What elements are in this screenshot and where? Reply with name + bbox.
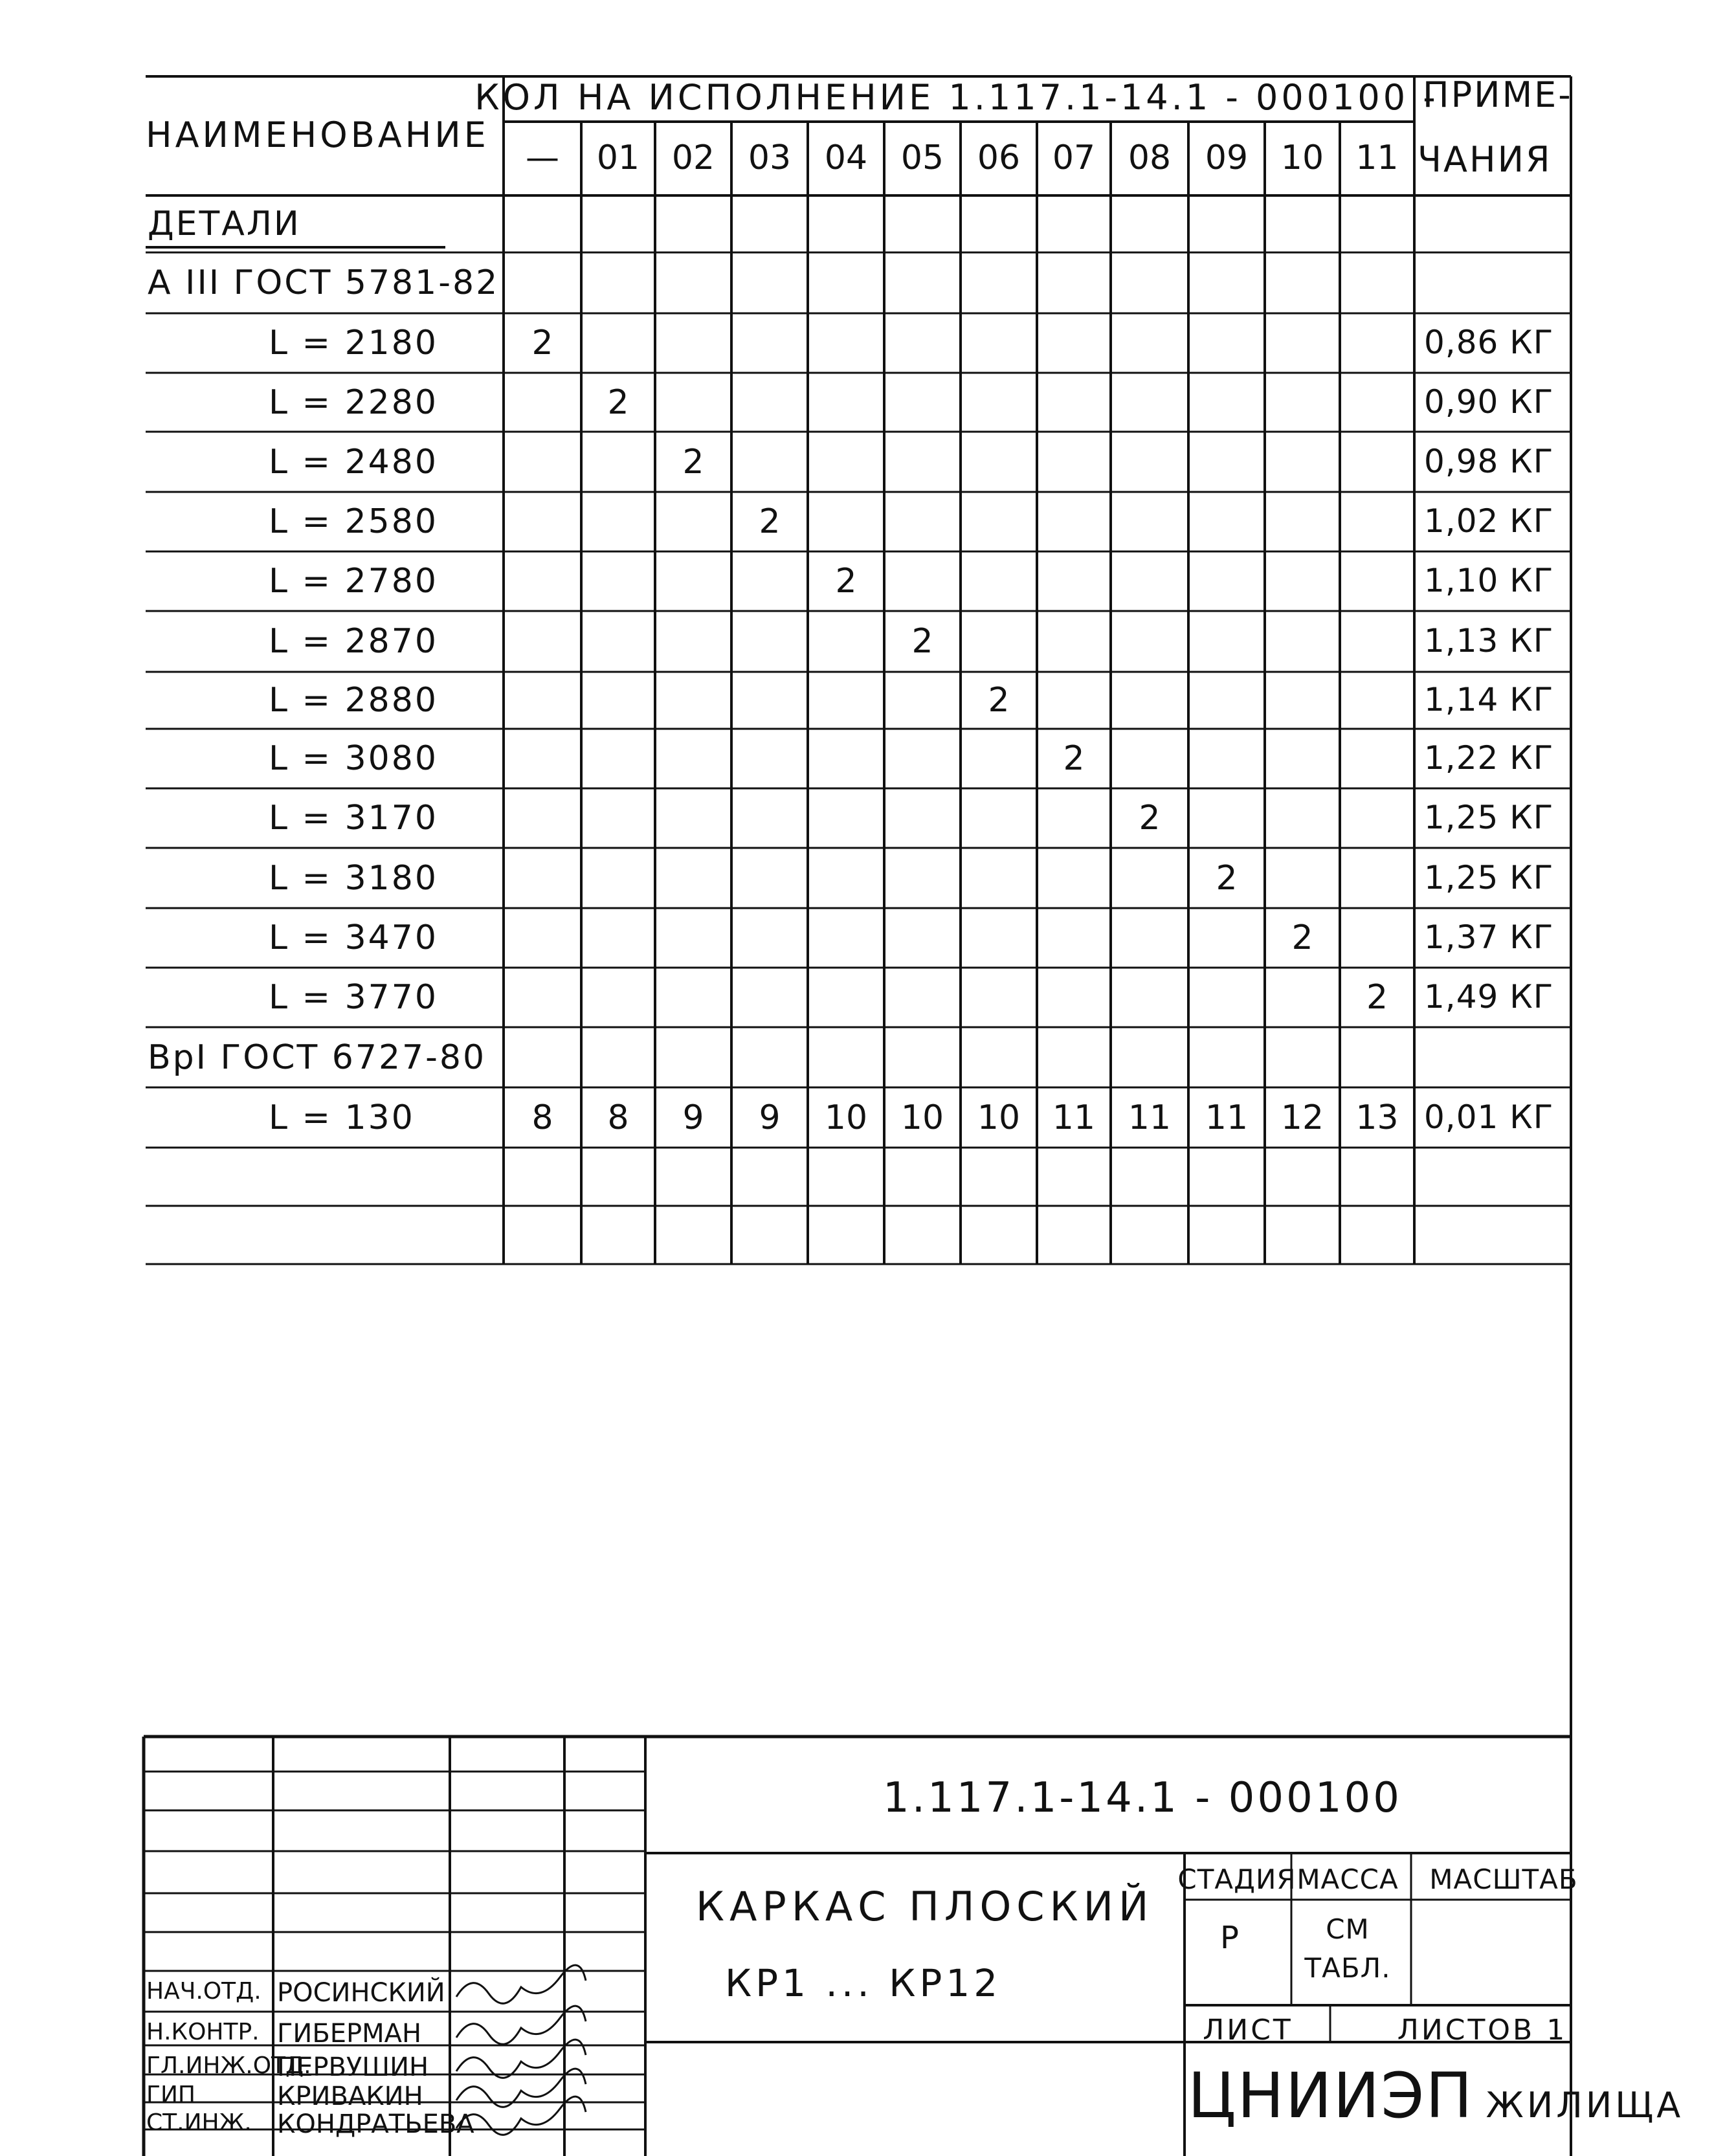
row-name: L = 3080 bbox=[269, 739, 438, 778]
column-header-11: 10 bbox=[1280, 139, 1324, 177]
quantity-cell: 2 bbox=[759, 502, 781, 541]
quantity-cell: 9 bbox=[682, 1098, 704, 1137]
quantity-cell: 2 bbox=[1139, 799, 1161, 838]
column-header-4: 03 bbox=[748, 139, 792, 177]
row-name: L = 2880 bbox=[269, 681, 438, 720]
quantity-cell: 2 bbox=[1366, 978, 1388, 1017]
row-note: 1,25 КГ bbox=[1424, 858, 1554, 896]
quantity-cell: 2 bbox=[988, 681, 1010, 720]
notes-header-line2: ЧАНИЯ bbox=[1418, 139, 1552, 180]
quantity-cell: 13 bbox=[1355, 1098, 1399, 1137]
quantity-cell: 11 bbox=[1052, 1098, 1096, 1137]
signatory-role: НАЧ.ОТД. bbox=[146, 1978, 262, 2005]
row-name: L = 2780 bbox=[269, 562, 438, 601]
column-header-3: 02 bbox=[671, 139, 715, 177]
signatory-role: Н.КОНТР. bbox=[146, 2019, 260, 2045]
column-header-5: 04 bbox=[824, 139, 868, 177]
row-note: 1,37 КГ bbox=[1424, 918, 1554, 956]
quantity-cell: 11 bbox=[1205, 1098, 1249, 1137]
quantity-cell: 2 bbox=[531, 324, 553, 362]
organization-sub: ЖИЛИЩА bbox=[1486, 2085, 1684, 2126]
stage-value: Р bbox=[1220, 1920, 1240, 1956]
row-note: 0,01 КГ bbox=[1424, 1098, 1554, 1136]
signatory-name: КРИВАКИН bbox=[277, 2082, 423, 2111]
row-note: 1,10 КГ bbox=[1424, 562, 1554, 599]
row-note: 0,86 КГ bbox=[1424, 324, 1554, 361]
quantity-cell: 11 bbox=[1128, 1098, 1172, 1137]
row-name: ДЕТАЛИ bbox=[148, 205, 301, 243]
row-name: L = 3770 bbox=[269, 978, 438, 1017]
sheets-count-label: ЛИСТОВ 1 bbox=[1397, 2014, 1568, 2047]
row-note: 1,02 КГ bbox=[1424, 502, 1554, 540]
quantity-cell: 10 bbox=[824, 1098, 868, 1137]
quantity-cell: 10 bbox=[977, 1098, 1021, 1137]
quantity-cell: 10 bbox=[900, 1098, 944, 1137]
quantity-cell: 2 bbox=[835, 562, 857, 601]
quantity-cell: 2 bbox=[1216, 858, 1238, 898]
column-header-10: 09 bbox=[1205, 139, 1249, 177]
quantity-cell: 8 bbox=[531, 1098, 553, 1137]
row-name: L = 2480 bbox=[269, 442, 438, 482]
row-name: L = 3470 bbox=[269, 918, 438, 957]
row-note: 1,49 КГ bbox=[1424, 978, 1554, 1016]
signatory-name: КОНДРАТЬЕВА bbox=[277, 2109, 474, 2139]
quantity-cell: 9 bbox=[759, 1098, 781, 1137]
row-name: L = 130 bbox=[269, 1098, 415, 1137]
drawing-subtitle: КР1 ... КР12 bbox=[725, 1961, 1002, 2005]
document-code: 1.117.1-14.1 - 000100 bbox=[883, 1774, 1402, 1822]
signatory-name: РОСИНСКИЙ bbox=[277, 1978, 445, 2008]
signatory-role: СТ.ИНЖ. bbox=[146, 2109, 252, 2136]
column-header-9: 08 bbox=[1128, 139, 1172, 177]
quantity-group-header: КОЛ НА ИСПОЛНЕНИЕ 1.117.1-14.1 - 000100 - bbox=[474, 77, 1439, 118]
mass-value-line2: ТАБЛ. bbox=[1304, 1952, 1391, 1984]
quantity-cell: 2 bbox=[1063, 739, 1085, 778]
quantity-cell: 8 bbox=[607, 1098, 629, 1137]
sheet-label: ЛИСТ bbox=[1203, 2014, 1293, 2047]
row-name: L = 2280 bbox=[269, 383, 438, 422]
row-note: 0,98 КГ bbox=[1424, 442, 1554, 480]
column-header-1: — bbox=[526, 139, 559, 177]
organization-name bbox=[1188, 2060, 1684, 2132]
row-note: 1,25 КГ bbox=[1424, 799, 1554, 836]
row-note: 1,13 КГ bbox=[1424, 622, 1554, 660]
column-header-2: 01 bbox=[596, 139, 640, 177]
drawing-title: КАРКАС ПЛОСКИЙ bbox=[696, 1883, 1154, 1930]
quantity-cell: 2 bbox=[1291, 918, 1313, 957]
mass-label: МАССА bbox=[1297, 1863, 1399, 1895]
row-name: L = 2180 bbox=[269, 324, 438, 362]
name-column-header: НАИМЕНОВАНИЕ bbox=[146, 115, 489, 155]
column-header-8: 07 bbox=[1052, 139, 1096, 177]
signatory-name: ПЕРВУШИН bbox=[277, 2052, 429, 2082]
row-name: L = 3180 bbox=[269, 858, 438, 898]
signatory-role: ГИП bbox=[146, 2082, 195, 2108]
row-note: 1,22 КГ bbox=[1424, 739, 1554, 777]
scale-label: МАСШТАБ bbox=[1429, 1863, 1578, 1895]
row-name: А III ГОСТ 5781-82 bbox=[148, 263, 500, 302]
signatory-role: ГЛ.ИНЖ.ОТД. bbox=[146, 2052, 311, 2079]
notes-header-line1: ПРИМЕ- bbox=[1423, 74, 1573, 115]
quantity-cell: 12 bbox=[1280, 1098, 1324, 1137]
stage-label: СТАДИЯ bbox=[1177, 1863, 1297, 1895]
row-name: L = 3170 bbox=[269, 799, 438, 838]
signatory-name: ГИБЕРМАН bbox=[277, 2019, 422, 2049]
quantity-cell: 2 bbox=[911, 622, 933, 661]
row-name: ВрI ГОСТ 6727-80 bbox=[148, 1038, 487, 1077]
row-note: 0,90 КГ bbox=[1424, 383, 1554, 421]
quantity-cell: 2 bbox=[607, 383, 629, 422]
column-header-6: 05 bbox=[900, 139, 944, 177]
column-header-7: 06 bbox=[977, 139, 1021, 177]
organization-main: ЦНИИЭП bbox=[1188, 2060, 1474, 2132]
quantity-cell: 2 bbox=[682, 442, 704, 482]
column-header-12: 11 bbox=[1355, 139, 1399, 177]
row-name: L = 2870 bbox=[269, 622, 438, 661]
row-name: L = 2580 bbox=[269, 502, 438, 541]
mass-value-line1: СМ bbox=[1326, 1913, 1370, 1945]
row-note: 1,14 КГ bbox=[1424, 681, 1554, 718]
